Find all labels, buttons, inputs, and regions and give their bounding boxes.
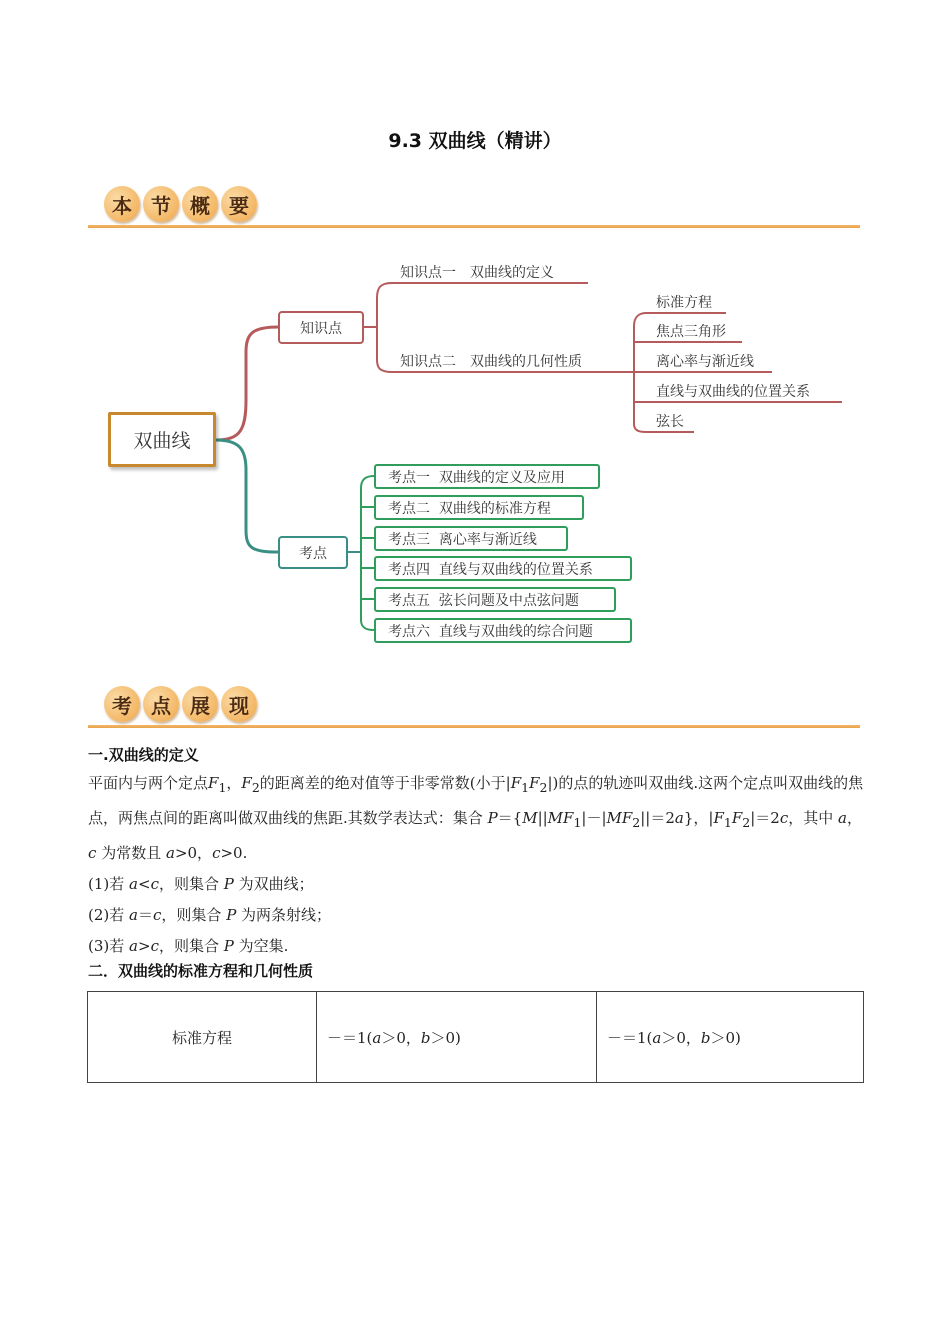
knowledge-sub-item: 弦长 bbox=[656, 414, 684, 430]
banner-char: 本 bbox=[104, 186, 140, 222]
exam-point-item: 考点二 双曲线的标准方程 bbox=[374, 495, 584, 520]
section-heading-properties: 二．双曲线的标准方程和几何性质 bbox=[88, 962, 314, 980]
banner-char: 展 bbox=[182, 686, 218, 722]
exam-point-item: 考点三 离心率与渐近线 bbox=[374, 526, 568, 551]
mindmap-branch-exam: 考点 bbox=[278, 536, 348, 569]
mindmap-branch-knowledge: 知识点 bbox=[278, 311, 364, 344]
table-cell-equation: －＝1(a＞0，b＞0) bbox=[317, 992, 597, 1083]
table-cell-equation: －＝1(a＞0，b＞0) bbox=[597, 992, 864, 1083]
properties-table bbox=[87, 991, 864, 1083]
knowledge-sub-item: 离心率与渐近线 bbox=[656, 354, 754, 370]
knowledge-sub-item: 焦点三角形 bbox=[656, 324, 726, 340]
banner-char: 要 bbox=[221, 186, 257, 222]
section-banner-exam-points bbox=[88, 686, 860, 728]
banner-char: 考 bbox=[104, 686, 140, 722]
exam-point-item: 考点六 直线与双曲线的综合问题 bbox=[374, 618, 632, 643]
page-title: 9.3 双曲线（精讲） bbox=[388, 130, 562, 152]
exam-point-item: 考点四 直线与双曲线的位置关系 bbox=[374, 556, 632, 581]
banner-char: 节 bbox=[143, 186, 179, 222]
table-cell-label: 标准方程 bbox=[88, 992, 317, 1083]
condition-line-3: (3)若 a>c，则集合 P 为空集. bbox=[88, 937, 289, 955]
banner-char: 现 bbox=[221, 686, 257, 722]
knowledge-item: 知识点二 双曲线的几何性质 bbox=[400, 354, 582, 370]
knowledge-sub-item: 标准方程 bbox=[656, 295, 712, 311]
section-heading-definition: 一.双曲线的定义 bbox=[88, 746, 199, 764]
banner-rule bbox=[88, 725, 860, 728]
knowledge-item: 知识点一 双曲线的定义 bbox=[400, 265, 554, 281]
definition-paragraph bbox=[88, 768, 864, 962]
condition-line-1: (1)若 a<c，则集合 P 为双曲线； bbox=[88, 875, 314, 893]
banner-rule bbox=[88, 225, 860, 228]
knowledge-sub-item: 直线与双曲线的位置关系 bbox=[656, 384, 810, 400]
definition-text: 平面内与两个定点$F_1$，$F_2$的距离差的绝对值等于非零常数(小于$|F_1F_2|$)的点的轨迹叫双曲线.这两个定点叫双曲线的焦点，两焦点间的距离叫做双曲线的焦距.其数学表达式：集合 $P=\{M||MF_1|-|MF_2||=2a\}$，$|F_1F_2|=2c$，其中 a，c 为常数且 a>0，c>0. bbox=[88, 774, 864, 862]
condition-line-2: (2)若 a＝c，则集合 P 为两条射线； bbox=[88, 906, 332, 924]
exam-point-item: 考点一 双曲线的定义及应用 bbox=[374, 464, 600, 489]
banner-char: 概 bbox=[182, 186, 218, 222]
exam-point-item: 考点五 弦长问题及中点弦问题 bbox=[374, 587, 616, 612]
connector-root-exam bbox=[216, 440, 278, 552]
mindmap-root: 双曲线 bbox=[108, 412, 216, 467]
connector-root-knowledge bbox=[216, 327, 278, 440]
section-banner-overview bbox=[88, 186, 860, 228]
table-row bbox=[88, 992, 864, 1083]
banner-char: 点 bbox=[143, 686, 179, 722]
